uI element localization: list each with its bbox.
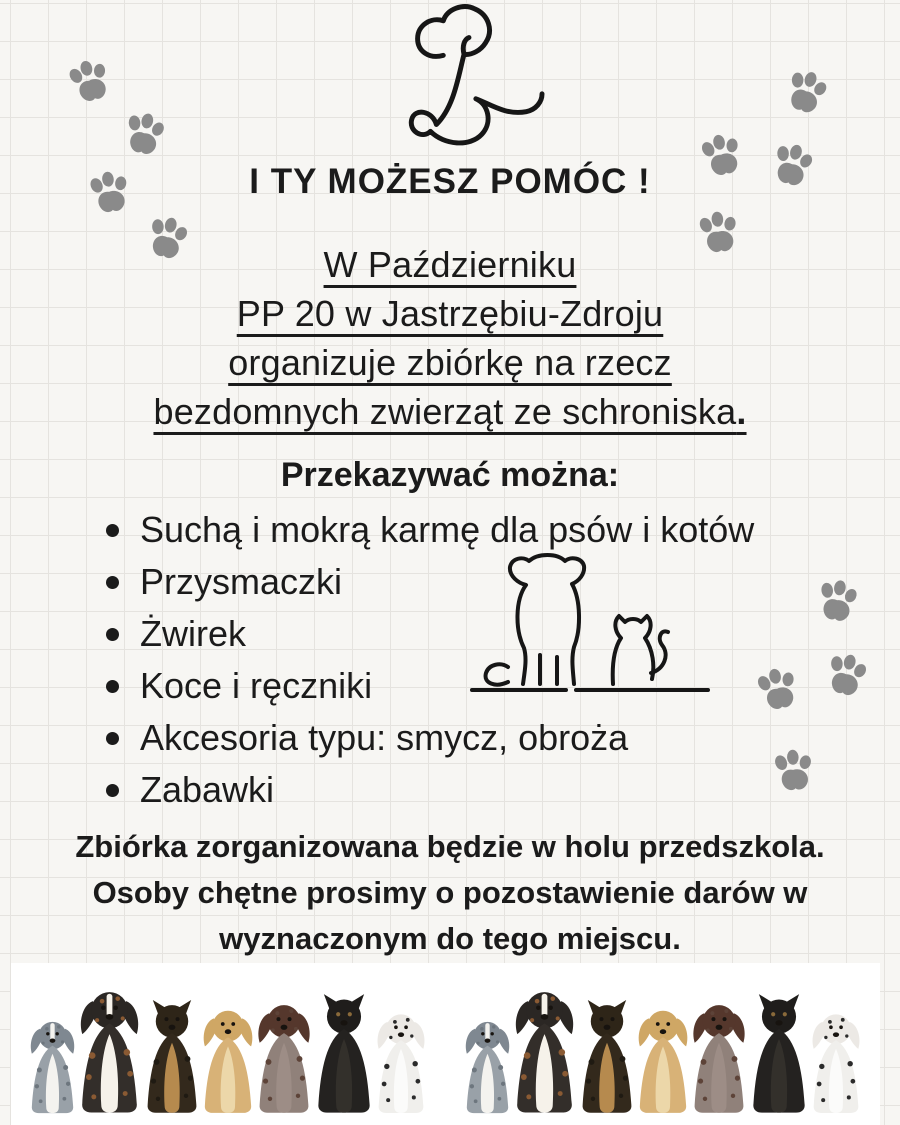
list-item: Suchą i mokrą karmę dla psów i kotów	[90, 504, 850, 556]
footer-line: Zbiórka zorganizowana będzie w holu przedszkola.	[75, 829, 825, 864]
footer-line: wyznaczonym do tego miejscu.	[219, 921, 681, 956]
intro-final-period: .	[736, 391, 747, 432]
list-item: Zabawki	[90, 764, 850, 816]
dog-photo-dalmatian	[802, 1007, 870, 1115]
list-item: Koce i ręczniki	[90, 660, 850, 712]
single-line-dog-doodle-icon	[356, 4, 574, 162]
paw-print-icon	[59, 53, 117, 110]
footer-note	[0, 824, 900, 962]
footer-line: Osoby chętne prosimy o pozostawienie darów w	[92, 875, 808, 910]
dogs-photo	[11, 963, 446, 1125]
intro-line: W Październiku	[323, 244, 577, 285]
list-item: Żwirek	[90, 608, 850, 660]
intro-line: bezdomnych zwierząt ze schroniska.	[153, 391, 747, 432]
list-item: Akcesoria typu: smycz, obroża	[90, 712, 850, 764]
dog-and-cat-outline-icon	[462, 552, 712, 702]
dog-photo-dalmatian	[367, 1007, 435, 1115]
intro-paragraph	[0, 240, 900, 436]
dogs-photo-strip	[11, 963, 880, 1125]
intro-line: organizuje zbiórkę na rzecz	[228, 342, 672, 383]
paw-print-icon	[115, 106, 172, 161]
donation-heading: Przekazywać można:	[280, 456, 620, 494]
paw-print-icon	[775, 62, 835, 121]
dogs-photo	[446, 963, 881, 1125]
page-title: I TY MOŻESZ POMÓC !	[249, 162, 651, 201]
intro-line: PP 20 w Jastrzębiu-Zdroju	[236, 293, 664, 334]
list-item: Przysmaczki	[90, 556, 850, 608]
